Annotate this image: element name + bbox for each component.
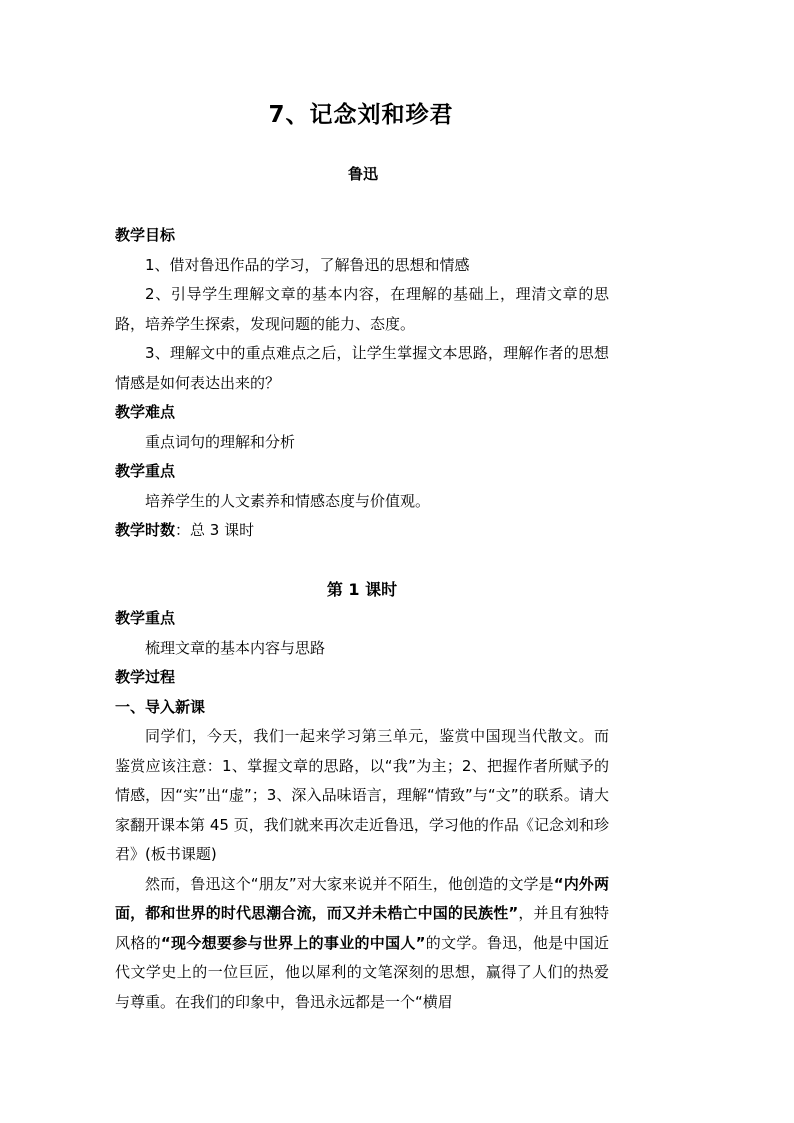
lesson-key-text: 梳理文章的基本内容与思路 bbox=[145, 638, 326, 657]
lesson-key-heading: 教学重点 bbox=[115, 609, 176, 627]
document-body bbox=[115, 221, 609, 1017]
intro-paragraph-2: 然而，鲁迅这个“朋友”对大家来说并不陌生，他创造的文学是“内外两面，都和世界的时代思潮合流，而又并未梏亡中国的民族性”，并且有独特风格的“现今想要参与世界上的事业的中国人”的文学。鲁迅，他是中国近代文学史上的一位巨匠，他以犀利的文笔深刻的思想，赢得了人们的热爱与尊重。在我们的印象中，鲁迅永远都是一个“横眉 bbox=[115, 874, 610, 1011]
intro-heading: 一、导入新课 bbox=[115, 697, 206, 716]
difficulty-text: 重点词句的理解和分析 bbox=[145, 432, 296, 451]
teaching-hours bbox=[115, 516, 609, 546]
key-text: 培养学生的人文素养和情感态度与价值观。 bbox=[145, 491, 431, 510]
document-title: 7、记念刘和珍君 bbox=[268, 102, 454, 128]
hours-label: 教学时数 bbox=[115, 521, 176, 539]
goal-item-2: 2、引导学生理解文章的基本内容，在理解的基础上，理清文章的思路，培养学生探索，发现问题的能力、态度。 bbox=[115, 285, 609, 333]
intro-paragraph-1: 同学们，今天，我们一起来学习第三单元，鉴赏中国现当代散文。而鉴赏应该注意：1、掌握文章的思路，以“我”为主；2、把握作者所赋予的情感，因“实”出“虚”；3、深入品味语言，理解“情致”与“文”的联系。请大家翻开课本第 45 页，我们就来再次走近鲁迅，学习他的作品《记念刘和珍君》(板书课题) bbox=[115, 727, 609, 863]
hours-value: ：总 3 课时 bbox=[175, 521, 255, 539]
process-heading: 教学过程 bbox=[115, 668, 176, 686]
section-heading-goals: 教学目标 bbox=[115, 226, 176, 244]
lesson-heading: 第 1 课时 bbox=[326, 579, 398, 599]
section-heading-difficulty: 教学难点 bbox=[115, 403, 176, 421]
goal-item-3: 3、理解文中的重点难点之后，让学生掌握文本思路，理解作者的思想情感是如何表达出来的？ bbox=[115, 344, 609, 392]
section-heading-key: 教学重点 bbox=[115, 462, 176, 480]
goal-item-1: 1、借对鲁迅作品的学习，了解鲁迅的思想和情感 bbox=[145, 255, 470, 274]
author-name: 鲁迅 bbox=[347, 165, 378, 183]
